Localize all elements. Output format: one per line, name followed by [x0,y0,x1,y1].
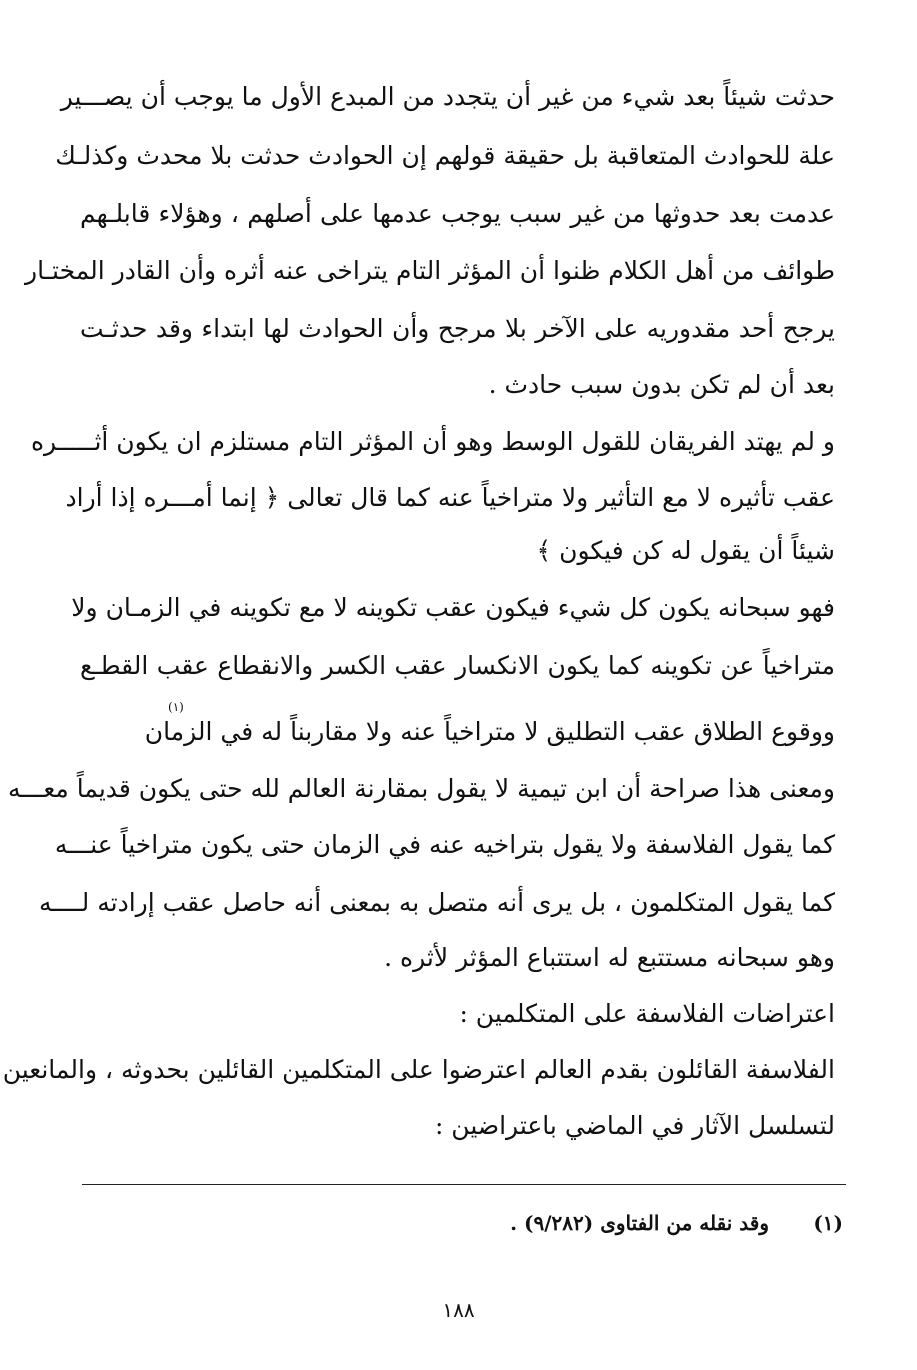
body-line-8: عقب تأثيره لا مع التأثير ولا متراخياً عنه كما قال تعالى ﴿ إنما أمـــره إذا أراد [65,483,835,512]
body-line-5: يرجح أحد مقدوريه على الآخر بلا مرجح وأن الحوادث لها ابتداء وقد حدثـت [80,314,835,343]
body-line-11: متراخياً عن تكوينه كما يكون الانكسار عقب الكسر والانقطاع عقب القطـع [80,651,835,680]
page-number: ١٨٨ [442,1298,475,1322]
body-line-2: علة للحوادث المتعاقبة بل حقيقة قولهم إن الحوادث حدثت بلا محدث وكذلـك [55,141,835,170]
body-line-3: عدمت بعد حدوثها من غير سبب يوجب عدمها على أصلهم ، وهؤلاء قابلـهم [80,199,835,228]
body-line-1: حدثت شيئاً بعد شيء من غير أن يتجدد من المبدع الأول ما يوجب أن يصـــير [60,82,835,111]
footnote-separator [82,1184,846,1185]
body-line-18: الفلاسفة القائلون بقدم العالم اعترضوا على المتكلمين القائلين بحدوثه ، والمانعين [2,1055,835,1084]
footnote-number: (١) [813,1211,843,1235]
body-line-9: شيئاً أن يقول له كن فيكون ﴾ [536,536,835,565]
body-line-7: و لم يهتد الفريقان للقول الوسط وهو أن المؤثر التام مستلزم ان يكون أثـــــره [30,427,835,456]
body-line-4: طوائف من أهل الكلام ظنوا أن المؤثر التام يتراخى عنه أثره وأن القادر المختـار [25,256,835,285]
footnote-text: وقد نقله من الفتاوى (٩/٢٨٢) . [510,1211,769,1235]
body-line-6: بعد أن لم تكن بدون سبب حادث . [488,370,835,399]
footnote-reference-marker: (١) [168,700,184,714]
body-line-19: لتسلسل الآثار في الماضي باعتراضين : [434,1111,835,1140]
body-line-16: وهو سبحانه مستتبع له استتباع المؤثر لأثره . [384,943,835,972]
body-line-13: ومعنى هذا صراحة أن ابن تيمية لا يقول بمقارنة العالم لله حتى يكون قديماً معـــه [7,774,835,803]
section-heading: اعتراضات الفلاسفة على المتكلمين : [459,999,835,1028]
body-line-15: كما يقول المتكلمون ، بل يرى أنه متصل به بمعنى أنه حاصل عقب إرادته لــــه [38,888,835,917]
body-line-10: فهو سبحانه يكون كل شيء فيكون عقب تكوينه لا مع تكوينه في الزمـان ولا [71,593,835,622]
body-line-12: ووقوع الطلاق عقب التطليق لا متراخياً عنه ولا مقاربناً له في الزمان [144,717,835,746]
body-line-14: كما يقول الفلاسفة ولا يقول بتراخيه عنه في الزمان حتى يكون متراخياً عنـــه [54,830,835,859]
